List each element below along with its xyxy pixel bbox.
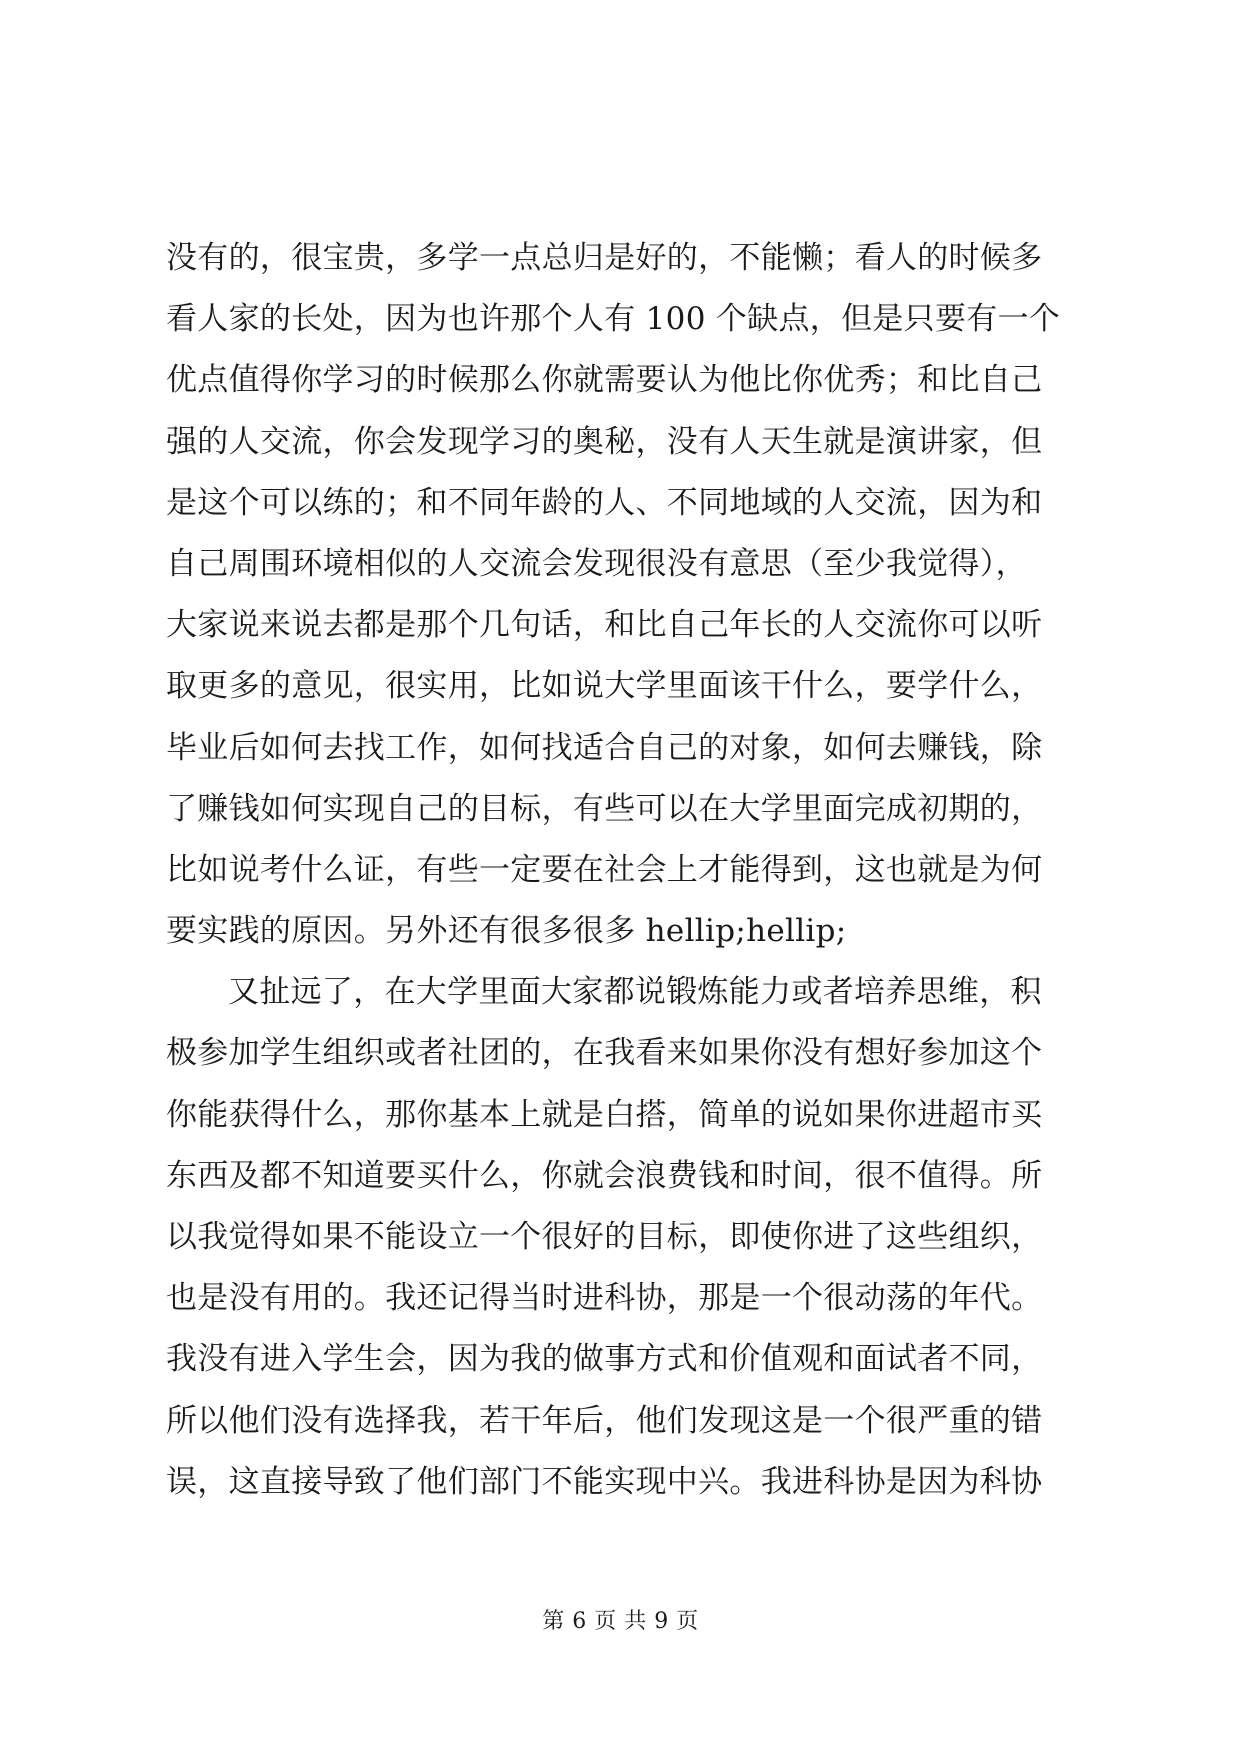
text-line: 要实践的原因。另外还有很多很多 hellip;hellip; bbox=[166, 913, 847, 950]
paragraph-start-line: 又扯远了，在大学里面大家都说锻炼能力或者培养思维，积 bbox=[228, 974, 1042, 1011]
text-line: 强的人交流，你会发现学习的奥秘，没有人天生就是演讲家，但 bbox=[166, 423, 1043, 460]
text-line: 误，这直接导致了他们部门不能实现中兴。我进科协是因为科协 bbox=[166, 1463, 1043, 1500]
text-line: 以我觉得如果不能设立一个很好的目标，即使你进了这些组织， bbox=[166, 1219, 1043, 1255]
text-line: 东西及都不知道要买什么，你就会浪费钱和时间，很不值得。所 bbox=[166, 1157, 1043, 1194]
text-line: 自己周围环境相似的人交流会发现很没有意思（至少我觉得）， bbox=[166, 545, 1027, 582]
text-line: 没有的，很宝贵，多学一点总归是好的，不能懒；看人的时候多 bbox=[166, 240, 1043, 276]
text-line: 极参加学生组织或者社团的，在我看来如果你没有想好参加这个 bbox=[166, 1035, 1043, 1072]
text-line: 大家说来说去都是那个几句话，和比自己年长的人交流你可以听 bbox=[166, 607, 1043, 644]
page-footer bbox=[0, 1604, 1241, 1635]
text-line: 你能获得什么，那你基本上就是白搭，简单的说如果你进超市买 bbox=[166, 1096, 1043, 1133]
text-line: 也是没有用的。我还记得当时进科协，那是一个很动荡的年代。 bbox=[166, 1280, 1043, 1317]
page-number-label: 第 6 页 共 9 页 bbox=[542, 1609, 699, 1634]
text-line: 是这个可以练的；和不同年龄的人、不同地域的人交流，因为和 bbox=[166, 484, 1043, 521]
text-line: 我没有进入学生会，因为我的做事方式和价值观和面试者不同， bbox=[166, 1341, 1043, 1378]
text-line: 看人家的长处，因为也许那个人有 100 个缺点，但是只要有一个 bbox=[166, 301, 1061, 338]
text-line: 了赚钱如何实现自己的目标，有些可以在大学里面完成初期的， bbox=[166, 790, 1043, 827]
body-text bbox=[166, 228, 1096, 1513]
text-line: 所以他们没有选择我，若干年后，他们发现这是一个很严重的错 bbox=[166, 1402, 1043, 1439]
text-line: 毕业后如何去找工作，如何找适合自己的对象，如何去赚钱，除 bbox=[166, 729, 1043, 766]
text-line: 取更多的意见，很实用，比如说大学里面该干什么，要学什么， bbox=[166, 668, 1043, 705]
text-line: 优点值得你学习的时候那么你就需要认为他比你优秀；和比自己 bbox=[166, 362, 1043, 399]
text-line: 比如说考什么证，有些一定要在社会上才能得到，这也就是为何 bbox=[166, 851, 1043, 888]
